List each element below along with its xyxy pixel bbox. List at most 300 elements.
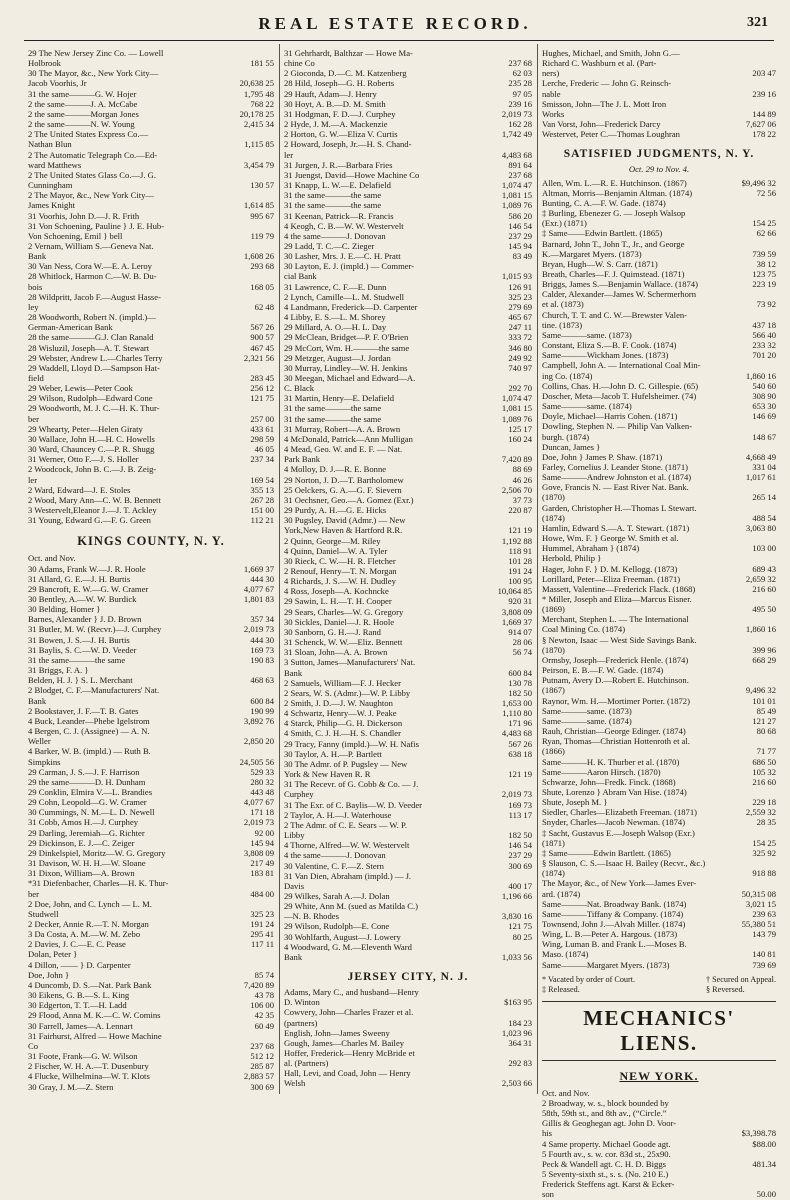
entry-amount: 1,795 48 bbox=[243, 88, 274, 99]
list-entry bbox=[542, 360, 776, 380]
list-entry bbox=[28, 624, 274, 634]
entry-amount: 465 67 bbox=[508, 312, 532, 323]
entry-text: Van Vorst, John—Frederick Darcy bbox=[542, 119, 661, 130]
entry-amount: 468 63 bbox=[250, 675, 274, 686]
list-entry bbox=[28, 584, 274, 594]
entry-amount: 3,454 79 bbox=[243, 159, 274, 170]
column-right bbox=[542, 48, 776, 1200]
list-entry bbox=[542, 858, 776, 878]
entry-amount: 9,496 32 bbox=[745, 685, 776, 696]
list-entry bbox=[542, 462, 776, 472]
entry-text: 31 Cobb, Amos H.—J. Curphey bbox=[28, 817, 139, 828]
list-entry bbox=[28, 1082, 274, 1092]
entry-text: 4 Molloy, D. J.—R. E. Bonne bbox=[284, 464, 387, 475]
entry-text: 29 The New Jersey Zinc Co. — Lowell Holbrook bbox=[28, 48, 164, 69]
jersey-city-list-continued bbox=[542, 48, 776, 139]
column-middle bbox=[284, 48, 532, 1096]
entry-text: 29 the same———D. H. Dunham bbox=[28, 776, 146, 787]
list-entry bbox=[542, 401, 776, 411]
list-entry bbox=[284, 302, 532, 312]
list-entry bbox=[28, 665, 274, 685]
entry-text: 30 Eikens, G. B.—S. L. King bbox=[28, 990, 130, 1001]
entry-text: Breath, Charles—F. J. Quimstead. (1871) bbox=[542, 269, 685, 280]
list-entry bbox=[284, 343, 532, 353]
entry-text: Ormsby, Joseph—Frederick Henle. (1874) bbox=[542, 654, 689, 665]
entry-text: 4 Buck, Leander—Phebe Igelstrom bbox=[28, 715, 150, 726]
list-entry bbox=[28, 645, 274, 655]
entry-amount: 1,669 37 bbox=[501, 616, 532, 627]
list-entry bbox=[28, 48, 274, 68]
entry-amount: 325 92 bbox=[752, 847, 776, 858]
entry-text: 29 White, Ann M. (sued as Matilda C.) —N. B. Rhodes bbox=[284, 901, 418, 922]
entry-amount: 113 17 bbox=[508, 809, 532, 820]
list-entry bbox=[28, 383, 274, 393]
list-entry bbox=[28, 261, 274, 271]
list-entry bbox=[542, 259, 776, 269]
entry-text: Raynor, Wm. H.—Mortimer Porter. (1872) bbox=[542, 695, 690, 706]
list-entry bbox=[28, 464, 274, 484]
entry-text: 30 Belding, Homer } Barnes, Alexander } J. D. Brown bbox=[28, 604, 142, 625]
list-entry bbox=[284, 495, 532, 505]
entry-text: Hall, Levi, and Coad, John — Henry Welsh bbox=[284, 1068, 411, 1089]
entry-text: Allen, Wm. L.—R. E. Hutchinson. (1867) bbox=[542, 177, 687, 188]
entry-amount: 437 18 bbox=[752, 319, 776, 330]
entry-text: 30 Layton, E. J. (impld.) — Commer- cial Bank bbox=[284, 261, 415, 282]
list-entry bbox=[28, 1010, 274, 1020]
entry-amount: $3,398.78 bbox=[741, 1128, 776, 1139]
entry-amount: 183 81 bbox=[250, 868, 274, 879]
entry-amount: 740 97 bbox=[508, 362, 532, 373]
entry-text: Same———same. (1874) bbox=[542, 715, 632, 726]
page-number: 321 bbox=[747, 15, 768, 30]
entry-amount: 295 41 bbox=[250, 929, 274, 940]
list-entry bbox=[542, 828, 776, 848]
entry-text: 29 Wilkes, Sarah A.—J. Dolan bbox=[284, 890, 390, 901]
entry-text: Gough, James—Charles M. Bailey bbox=[284, 1037, 405, 1048]
list-entry bbox=[28, 604, 274, 624]
list-entry bbox=[28, 312, 274, 332]
entry-text: Wing, Luman B. and Frank L.—Moses B. Maso. (1874) bbox=[542, 939, 687, 960]
list-entry bbox=[28, 574, 274, 584]
entry-amount: 46 05 bbox=[254, 444, 274, 455]
entry-text: Snyder, Charles—Jacob Newman. (1874) bbox=[542, 817, 686, 828]
list-entry bbox=[542, 1149, 776, 1169]
list-entry bbox=[28, 444, 274, 454]
entry-text: ‡ Same——Edwin Bartlett. (1865) bbox=[542, 228, 663, 239]
entry-amount: 85 74 bbox=[254, 969, 274, 980]
entry-text: Lerche, Frederic — John G. Reinsch- nable bbox=[542, 78, 672, 99]
entry-amount: 112 21 bbox=[250, 515, 274, 526]
entry-amount: 24,505 56 bbox=[239, 756, 274, 767]
entry-text: Briggs, James S.—Benjamin Wallace. (1874) bbox=[542, 279, 698, 290]
entry-text: 30 Lasher, Mrs. J. E.—C. H. Pratt bbox=[284, 251, 401, 262]
entry-text: 29 Hauft, Adam—J. Henry bbox=[284, 88, 377, 99]
entry-amount: 7,627 06 bbox=[745, 119, 776, 130]
section-period: Oct. 29 to Nov. 4. bbox=[628, 164, 690, 175]
entry-text: 30 Farrell, James—A. Lennart bbox=[28, 1020, 133, 1031]
entry-amount: 190 83 bbox=[250, 654, 274, 665]
entry-text: Hughes, Michael, and Smith, John G.— Richard C. Washburn et al. (Part- ners) bbox=[542, 48, 680, 79]
entry-text: ‡ Burling, Ebenezer G. — Joseph Walsop (Exr.) (1871) bbox=[542, 208, 686, 229]
entry-amount: 130 57 bbox=[250, 180, 274, 191]
entry-amount: 2,506 70 bbox=[501, 484, 532, 495]
entry-text: Altman, Morris—Benjamin Altman. (1874) bbox=[542, 187, 693, 198]
list-entry bbox=[542, 1139, 776, 1149]
entry-amount: 117 11 bbox=[251, 939, 274, 950]
entry-text: Massett, Valentine—Frederick Flack. (1868) bbox=[542, 583, 696, 594]
entry-text: 28 the same———G.J. Clan Ranald bbox=[28, 332, 154, 343]
list-entry bbox=[542, 1169, 776, 1199]
entry-text: Same———Tiffany & Company. (1874) bbox=[542, 908, 684, 919]
entry-text: 31 Butler, M. W. (Recvr.)—J. Curphey bbox=[28, 624, 162, 635]
list-entry bbox=[28, 929, 274, 939]
entry-text: 2 The Admr. of C. E. Sears — W. P. Libby bbox=[284, 819, 408, 841]
list-entry bbox=[284, 1028, 532, 1038]
entry-amount: 600 84 bbox=[508, 667, 532, 678]
entry-amount: 1,074 47 bbox=[501, 180, 532, 191]
entry-amount: 56 74 bbox=[512, 647, 532, 658]
entry-amount: 1,742 49 bbox=[501, 129, 532, 140]
list-entry bbox=[542, 350, 776, 360]
entry-text: 30 Van Ness, Cora W.—E. A. Leroy bbox=[28, 261, 152, 272]
entry-text: 4 Schwartz, Henry—W. J. Peake bbox=[284, 708, 397, 719]
entry-amount: 62 48 bbox=[254, 301, 274, 312]
entry-text: 4 Mead, Geo. W. and E. F. — Nat. Park Bank bbox=[284, 444, 403, 465]
list-entry bbox=[284, 282, 532, 292]
entry-amount: 2,019 73 bbox=[243, 817, 274, 828]
list-entry bbox=[28, 129, 274, 149]
entry-text: 31 the same———the same bbox=[284, 200, 382, 211]
entry-amount: 126 91 bbox=[508, 281, 532, 292]
entry-amount: 235 28 bbox=[508, 78, 532, 89]
entry-text: 2 Woodcock, John B. C.—J. B. Zeig- ler bbox=[28, 464, 157, 485]
list-entry bbox=[284, 434, 532, 444]
list-entry bbox=[284, 759, 532, 779]
entry-text: 29 Tracy, Fanny (impld.)—W. H. Nafis bbox=[284, 738, 419, 749]
entry-amount: 920 31 bbox=[508, 596, 532, 607]
entry-amount: 2,321 56 bbox=[243, 352, 274, 363]
entry-amount: 300 69 bbox=[250, 1081, 274, 1092]
entry-amount: 28 06 bbox=[512, 637, 532, 648]
entry-text: Peirson, E. B.—F. W. Gade. (1874) bbox=[542, 665, 664, 676]
section-heading-new-york: NEW YORK. bbox=[619, 1068, 699, 1083]
entry-text: 29 Sawin, L. H.—T. H. Cooper bbox=[284, 596, 392, 607]
entry-text: 2 Ward, Edward—J. E. Stoles bbox=[28, 484, 131, 495]
entry-amount: 325 23 bbox=[508, 291, 532, 302]
section-heading-satisfied-judgments: SATISFIED JUDGMENTS, N. Y. bbox=[563, 148, 755, 161]
list-entry bbox=[284, 322, 532, 332]
entry-amount: 146 54 bbox=[508, 840, 532, 851]
list-entry bbox=[284, 68, 532, 78]
list-entry bbox=[28, 685, 274, 705]
list-entry bbox=[28, 807, 274, 817]
list-entry bbox=[284, 1038, 532, 1048]
entry-amount: 73 92 bbox=[756, 299, 776, 310]
entry-text: 4 Quinn, Daniel—W. A. Tyler bbox=[284, 545, 388, 556]
column-left bbox=[28, 48, 274, 1096]
entry-amount: 105 32 bbox=[752, 766, 776, 777]
entry-text: 28 Hild, Joseph—G. H. Roberts bbox=[284, 78, 395, 89]
entry-amount: 7,420 89 bbox=[501, 454, 532, 465]
list-entry bbox=[28, 655, 274, 665]
entry-text: 28 Wisluzil, Joseph—A. T. Stewart bbox=[28, 342, 150, 353]
entry-amount: 2,659 32 bbox=[745, 573, 776, 584]
list-entry bbox=[28, 949, 274, 979]
entry-text: 2 Taylor, A. H.—J. Waterhouse bbox=[284, 809, 392, 820]
entry-amount: 1,653 00 bbox=[501, 698, 532, 708]
list-entry bbox=[284, 393, 532, 403]
entry-amount: 171 96 bbox=[508, 718, 532, 729]
entry-text: 4 the same———J. Donovan bbox=[284, 850, 386, 861]
entry-text: 4 McDonald, Patrick—Ann Mulligan bbox=[284, 433, 413, 444]
list-entry bbox=[28, 716, 274, 726]
entry-text: 29 Darling, Jeremiah—G. Richter bbox=[28, 827, 145, 838]
entry-amount: 182 50 bbox=[508, 687, 532, 698]
entry-amount: 168 05 bbox=[250, 281, 274, 292]
entry-text: Hoffer, Frederick—Henry McBride et al. (Partners) bbox=[284, 1048, 415, 1069]
list-entry bbox=[542, 421, 776, 441]
list-entry bbox=[542, 228, 776, 238]
entry-text: Rauh, Christian—George Edinger. (1874) bbox=[542, 726, 686, 737]
entry-text: 2 Gioconda, D.—C. M. Katzenberg bbox=[284, 68, 407, 79]
list-entry bbox=[284, 1048, 532, 1068]
list-entry bbox=[542, 757, 776, 767]
entry-text: 31 Hodgman, F. D.—J. Curphey bbox=[284, 108, 396, 119]
entry-text: 31 Van Dien, Abraham (impld.) — J. Davis bbox=[284, 870, 412, 891]
entry-text: 31 Foote, Frank—G. W. Wilson bbox=[28, 1051, 138, 1062]
entry-amount: 2,559 32 bbox=[745, 807, 776, 818]
list-entry bbox=[542, 99, 776, 119]
entry-text: 2 Hyde, J. M.—A. Mackenzie bbox=[284, 119, 388, 130]
entry-text: Same———Andrew Johnston et al. (1874) bbox=[542, 472, 692, 483]
entry-amount: 123 75 bbox=[752, 269, 776, 280]
entry-text: 29 Dinkelspiel, Moritz—W. G. Gregory bbox=[28, 847, 166, 858]
entry-amount: 433 61 bbox=[250, 423, 274, 434]
entry-amount: 121 19 bbox=[508, 525, 532, 536]
list-entry bbox=[28, 434, 274, 444]
list-entry bbox=[542, 960, 776, 970]
list-entry bbox=[28, 170, 274, 190]
entry-amount: $88.00 bbox=[752, 1138, 776, 1149]
list-entry bbox=[28, 99, 274, 109]
entry-amount: 169 73 bbox=[250, 644, 274, 655]
entry-amount: 488 54 bbox=[752, 512, 776, 523]
entry-amount: 171 18 bbox=[250, 807, 274, 818]
entry-text: 2 Sears, W. S. (Admr.)—W. P. Libby bbox=[284, 687, 411, 698]
entry-amount: 567 26 bbox=[250, 322, 274, 333]
entry-amount: 346 80 bbox=[508, 342, 532, 353]
entry-amount: 80 25 bbox=[512, 931, 532, 942]
list-entry bbox=[542, 878, 776, 898]
entry-text: 31 Von Schoening, Pauline } J. E. Hub- Von Schoening, Emil } bell bbox=[28, 220, 165, 241]
entry-amount: 20,178 25 bbox=[239, 108, 274, 119]
list-entry bbox=[542, 777, 776, 787]
list-entry bbox=[28, 292, 274, 312]
entry-amount: 146 54 bbox=[508, 220, 532, 231]
list-entry bbox=[28, 353, 274, 363]
list-entry bbox=[28, 109, 274, 119]
entry-text: 2 Decker, Annie R.—T. N. Morgan bbox=[28, 919, 149, 930]
entry-text: 2 Vernam, William S.—Geneva Nat. Bank bbox=[28, 240, 154, 262]
entry-text: 29 Bancroft, E. W.—G. W. Cramer bbox=[28, 583, 149, 594]
entry-text: Smisson, John—The J. L. Mott Iron Works bbox=[542, 98, 667, 119]
entry-amount: 145 94 bbox=[250, 837, 274, 848]
list-entry bbox=[284, 251, 532, 261]
list-entry bbox=[284, 861, 532, 871]
list-entry bbox=[542, 523, 776, 533]
column-divider bbox=[279, 44, 280, 1094]
list-entry bbox=[284, 749, 532, 759]
entry-text: 29 Woodworth, M. J. C.—H. K. Thur- ber bbox=[28, 403, 160, 424]
entry-text: 4 Flucke, Wilhelmina—W. T. Klots bbox=[28, 1071, 150, 1082]
list-entry bbox=[284, 850, 532, 860]
entry-amount: 103 00 bbox=[752, 543, 776, 554]
list-entry bbox=[28, 564, 274, 574]
entry-text: 31 Keenan, Patrick—R. Francis bbox=[284, 210, 394, 221]
entry-amount: 10,064 85 bbox=[497, 586, 532, 597]
list-entry bbox=[542, 594, 776, 614]
entry-amount: 1,614 85 bbox=[243, 200, 274, 211]
entry-amount: 50,315 08 bbox=[741, 888, 776, 899]
list-entry bbox=[284, 810, 532, 820]
entry-amount: 101 28 bbox=[508, 555, 532, 566]
list-entry bbox=[284, 607, 532, 617]
entry-text: 30 Wallace, John H.—H. C. Howells bbox=[28, 433, 155, 444]
list-entry bbox=[284, 292, 532, 302]
footnote-left: * Vacated by order of Court. ‡ Released. bbox=[542, 974, 636, 994]
entry-text: 2 Quinn, George—M. Riley bbox=[284, 535, 381, 546]
entry-text: Constant, Eliza S.—B. F. Cook. (1874) bbox=[542, 340, 677, 351]
list-entry bbox=[284, 414, 532, 424]
entry-amount: 283 45 bbox=[250, 373, 274, 383]
list-entry bbox=[542, 310, 776, 330]
section-heading-jersey-city: JERSEY CITY, N. J. bbox=[347, 971, 469, 984]
entry-amount: 71 77 bbox=[756, 746, 776, 757]
entry-amount: 2,019 73 bbox=[501, 789, 532, 800]
entry-text: Townsend, John J.—Alvah Miller. (1874) bbox=[542, 919, 686, 930]
entry-amount: 399 96 bbox=[752, 644, 776, 655]
entry-amount: 178 22 bbox=[752, 129, 776, 140]
entry-text: Cowvery, John—Charles Frazer et al. (partners) bbox=[284, 1007, 414, 1028]
entry-text: 31 the same———the same bbox=[284, 190, 382, 201]
entry-amount: 331 04 bbox=[752, 461, 776, 472]
kings-county-list bbox=[28, 564, 274, 1092]
entry-text: Merchant, Stephen L. — The International Coal Mining Co. (1874) bbox=[542, 614, 689, 635]
list-entry bbox=[542, 635, 776, 655]
list-entry bbox=[284, 708, 532, 718]
entry-amount: 325 23 bbox=[250, 908, 274, 919]
entry-text: 31 Juengst, David—Howe Machine Co bbox=[284, 169, 420, 180]
list-entry bbox=[28, 706, 274, 716]
list-entry bbox=[284, 475, 532, 485]
entry-amount: 914 07 bbox=[508, 626, 532, 637]
entry-text: 2 Renouf, Henry—T. N. Morgan bbox=[284, 565, 397, 576]
judgments-list-continued bbox=[28, 48, 274, 525]
entry-amount: 689 43 bbox=[752, 563, 776, 574]
entry-text: Shute, Lorenzo } Abram Van Hise. (1874) Shute, Joseph M. } bbox=[542, 786, 687, 808]
entry-text: Campbell, John A. — International Coal Min- ing Co. (1874) bbox=[542, 360, 701, 381]
list-entry bbox=[284, 942, 532, 962]
entry-amount: 2,883 57 bbox=[243, 1071, 274, 1082]
entry-text: 2 Smith, J. D.—J. W. Naughton bbox=[284, 698, 393, 708]
list-entry bbox=[542, 269, 776, 279]
entry-text: 31 Lawrence, C. F.—E. Dunn bbox=[284, 281, 387, 292]
entry-text: Same———same. (1873) bbox=[542, 329, 632, 340]
entry-amount: 148 67 bbox=[752, 431, 776, 442]
list-entry bbox=[284, 566, 532, 576]
entry-amount: 668 29 bbox=[752, 654, 776, 665]
entry-text: 30 Adams, Frank W.—J. R. Hoole bbox=[28, 563, 146, 574]
entry-amount: 443 48 bbox=[250, 786, 274, 797]
list-entry bbox=[284, 627, 532, 637]
list-entry bbox=[284, 424, 532, 434]
entry-amount: 203 47 bbox=[752, 68, 776, 79]
entry-text: Church, T. T. and C. W.—Brewster Valen- tine. (1873) bbox=[542, 309, 688, 330]
entry-amount: 83 49 bbox=[512, 251, 532, 262]
entry-amount: 1,608 26 bbox=[243, 251, 274, 262]
judgments-list-continued bbox=[284, 48, 532, 962]
list-entry bbox=[284, 779, 532, 799]
entry-text: 2 The Mayor, &c., New York City— James Knight bbox=[28, 190, 155, 211]
list-entry bbox=[542, 787, 776, 807]
entry-text: 5 Seventy-sixth st., s. s. (No. 210 E.) Frederick Steffens agt. Karst & Ecker- son bbox=[542, 1169, 675, 1200]
entry-amount: 55,380 51 bbox=[741, 919, 776, 930]
entry-text: 30 Valentine, C. F.—Z. Stern bbox=[284, 860, 384, 871]
masthead bbox=[0, 0, 790, 34]
entry-amount: 1,074 47 bbox=[501, 393, 532, 404]
list-entry bbox=[284, 241, 532, 251]
list-entry bbox=[28, 1071, 274, 1081]
list-entry bbox=[542, 696, 776, 706]
list-entry bbox=[284, 698, 532, 708]
entry-amount: 154 25 bbox=[752, 218, 776, 229]
entry-amount: 249 92 bbox=[508, 352, 532, 363]
entry-amount: 20,638 25 bbox=[239, 78, 274, 89]
entry-text: 2 Howard, Joseph, Jr.—H. S. Chand- ler bbox=[284, 139, 412, 160]
list-entry bbox=[28, 787, 274, 797]
entry-text: 4 Duncomb, D. S.—Nat. Park Bank bbox=[28, 979, 152, 990]
entry-text: Bryan, Hugh—W. S. Carr. (1871) bbox=[542, 258, 658, 269]
list-entry bbox=[542, 899, 776, 909]
list-entry bbox=[284, 403, 532, 413]
entry-text: 2 Fischer, W. H. A.—T. Dusenbury bbox=[28, 1061, 149, 1072]
list-entry bbox=[542, 279, 776, 289]
list-entry bbox=[284, 485, 532, 495]
entry-text: 29 Purdy, A. H.—G. E. Hicks bbox=[284, 505, 387, 516]
entry-text: 30 Cummings, N. M.—L. D. Newell bbox=[28, 807, 155, 818]
list-entry bbox=[28, 594, 274, 604]
entry-text: Same———Aaron Hirsch. (1870) bbox=[542, 766, 661, 777]
entry-text: 29 Dickinson, E. J.—C. Zeiger bbox=[28, 837, 135, 848]
list-entry bbox=[542, 736, 776, 756]
entry-text: 31 The Exr. of C. Baylis—W. D. Veeder bbox=[284, 799, 423, 810]
entry-amount: 292 70 bbox=[508, 383, 532, 394]
entry-text: 28 Whitlock, Harmon C.—W. B. Du- bois bbox=[28, 271, 157, 292]
entry-amount: 239 16 bbox=[752, 88, 776, 99]
list-entry bbox=[542, 391, 776, 401]
list-entry bbox=[542, 208, 776, 228]
entry-text: 29 Cohn, Leopold—G. W. Cramer bbox=[28, 797, 147, 808]
entry-amount: 88 69 bbox=[512, 464, 532, 475]
entry-text: 4 Bergen, C. J. (Assignee) — A. N. Weller bbox=[28, 726, 150, 747]
entry-amount: 106 00 bbox=[250, 1000, 274, 1011]
list-entry bbox=[284, 921, 532, 931]
entry-amount: 97 05 bbox=[512, 88, 532, 99]
list-entry bbox=[284, 363, 532, 373]
entry-amount: 144 89 bbox=[752, 108, 776, 119]
entry-text: 4 Landmann, Frederick—D. Carpenter bbox=[284, 301, 418, 312]
list-entry bbox=[284, 1007, 532, 1027]
